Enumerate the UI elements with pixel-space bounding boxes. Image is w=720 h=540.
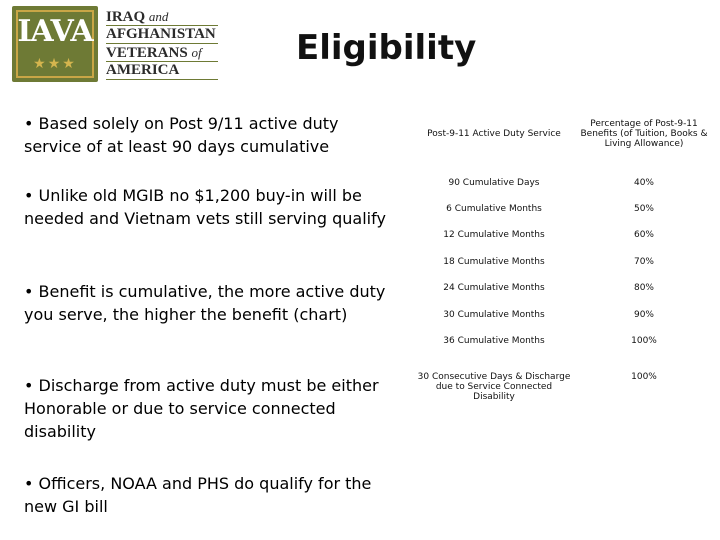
table-header-cell: Percentage of Post-9-11 Benefits (of Tuition, Books & Living Allowance)	[580, 119, 708, 149]
logo-line: IRAQ and	[106, 8, 218, 26]
table-cell: 18 Cumulative Months	[443, 257, 545, 267]
table-row	[410, 302, 710, 328]
bullet-item: • Based solely on Post 9/11 active duty service of at least 90 days cumulative	[24, 114, 339, 156]
table-cell: 30 Consecutive Days & Discharge due to Service Connected Disability	[417, 372, 571, 402]
table-cell: 50%	[633, 204, 654, 214]
bullet-item: • Unlike old MGIB no $1,200 buy-in will be needed and Vietnam vets still serving qualify	[24, 186, 386, 228]
table-cell: 90%	[633, 310, 654, 320]
table-cell: 12 Cumulative Months	[443, 230, 545, 240]
bullet-item: • Officers, NOAA and PHS do qualify for the new GI bill	[24, 474, 372, 516]
table-row	[410, 358, 710, 416]
logo-line: AMERICA	[106, 62, 218, 80]
table-cell: 24 Cumulative Months	[443, 283, 545, 293]
table-cell: 6 Cumulative Months	[446, 204, 542, 214]
table-header-row	[410, 102, 710, 166]
bullet-item: • Benefit is cumulative, the more active duty you serve, the higher the benefit (chart)	[24, 282, 386, 324]
table-cell: 100%	[631, 372, 657, 382]
table-row	[410, 170, 710, 196]
table-cell: 100%	[631, 336, 657, 346]
table-cell: 60%	[633, 230, 654, 240]
table-row	[410, 249, 710, 275]
table-cell: 36 Cumulative Months	[443, 336, 545, 346]
page-title: Eligibility	[296, 28, 477, 68]
table-row	[410, 222, 710, 248]
table-cell: 90 Cumulative Days	[448, 178, 540, 188]
table-row	[410, 196, 710, 222]
star-icons: ★★★	[33, 56, 77, 72]
table-cell: 80%	[633, 283, 654, 293]
logo-badge	[12, 6, 98, 82]
logo-line: VETERANS of	[106, 44, 218, 62]
table-cell: 70%	[633, 257, 654, 267]
table-cell: 30 Cumulative Months	[443, 310, 545, 320]
iava-logo	[12, 6, 217, 82]
logo-badge-text: IAVA	[17, 14, 93, 49]
table-cell: 40%	[633, 178, 654, 188]
table-header-cell: Post-9-11 Active Duty Service	[427, 129, 561, 139]
table-row	[410, 328, 710, 354]
bullet-item: • Discharge from active duty must be either Honorable or due to service connected disability	[24, 376, 379, 441]
logo-wordmark	[106, 8, 218, 80]
table-row	[410, 275, 710, 301]
logo-line: AFGHANISTAN	[106, 26, 218, 44]
